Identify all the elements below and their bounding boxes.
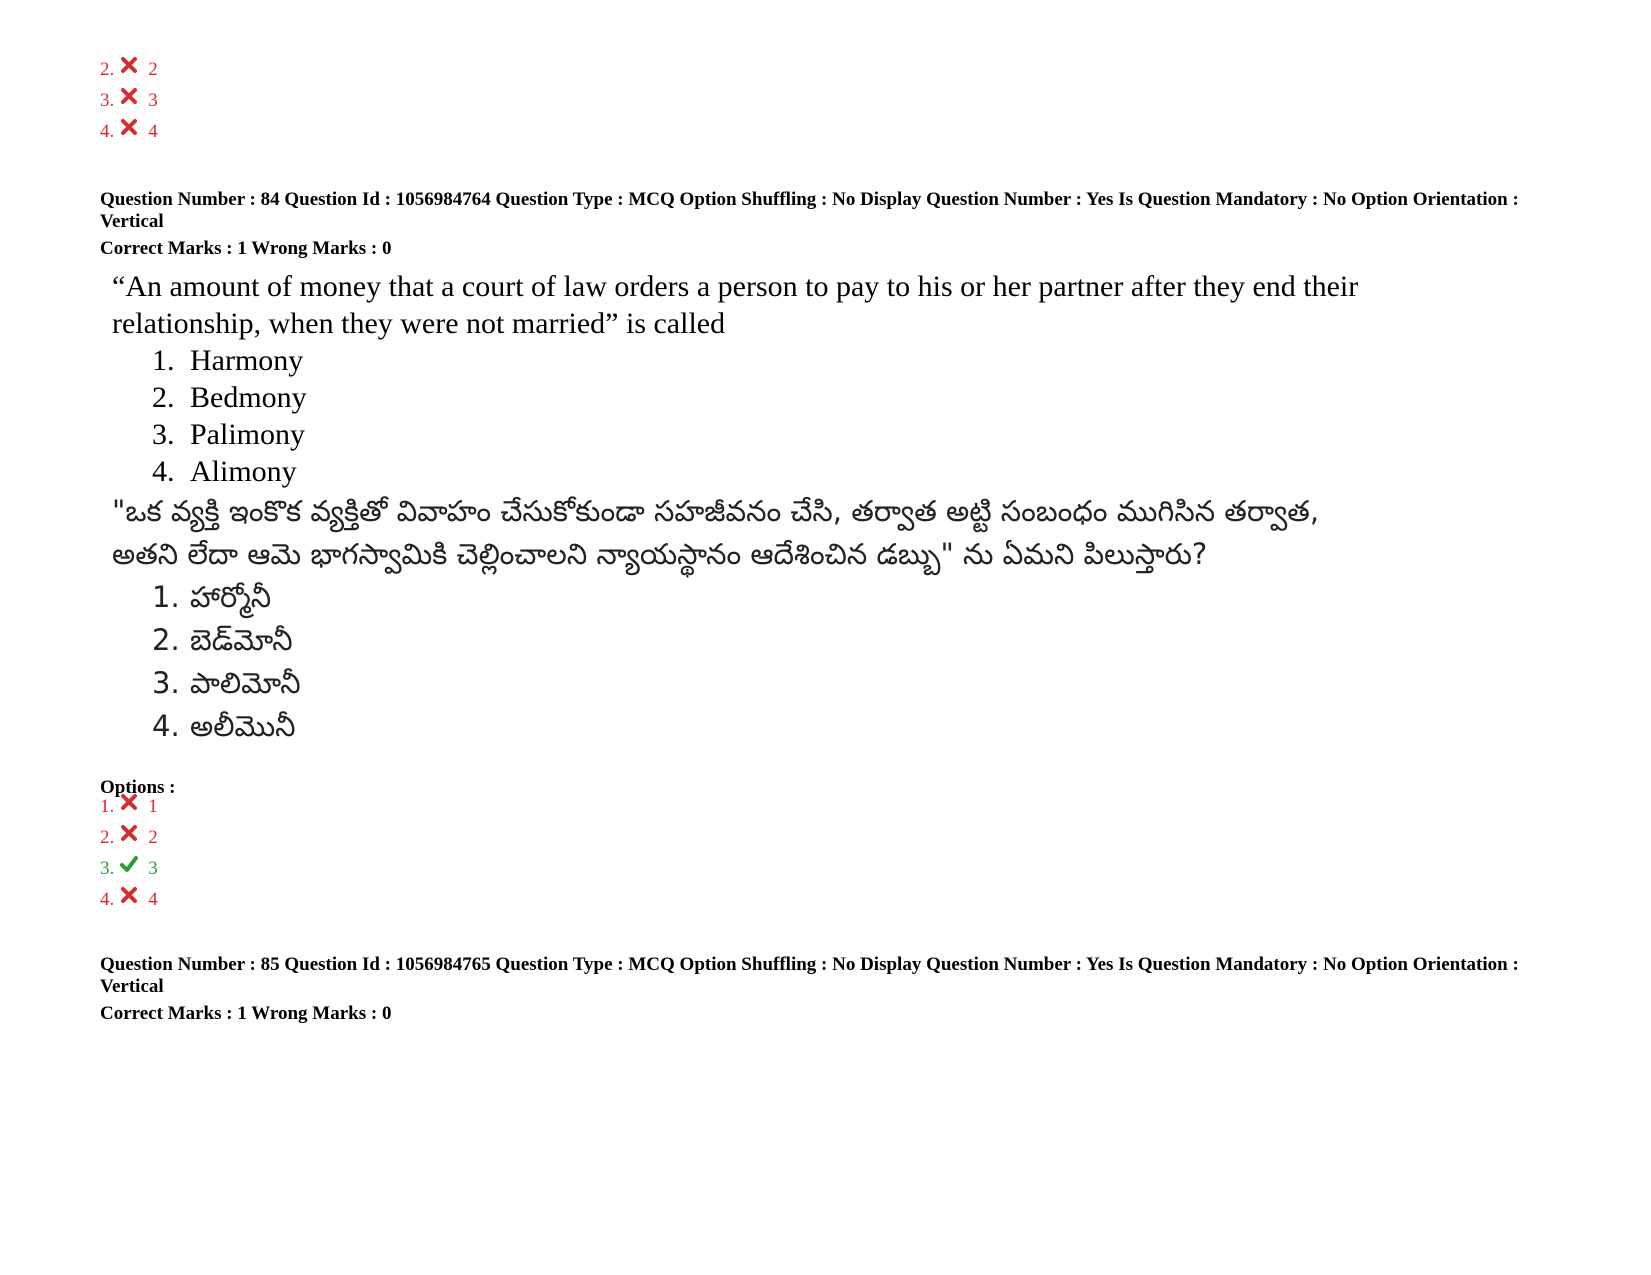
options-list	[100, 791, 158, 915]
option-label: 4	[148, 889, 158, 910]
choice-item: 3. పాలిమోనీ	[152, 666, 301, 700]
option-label: 2	[148, 827, 158, 848]
question-marks: Correct Marks : 1 Wrong Marks : 0	[100, 238, 392, 259]
option-item-correct	[100, 853, 158, 884]
choice-item: 4. అలీమొనీ	[152, 709, 296, 743]
cross-icon	[120, 824, 138, 842]
question-body	[112, 268, 1412, 748]
choices-telugu	[112, 576, 1412, 748]
choice-item: 4. Alimony	[152, 455, 297, 488]
option-item	[100, 822, 158, 853]
option-number: 3.	[100, 858, 115, 879]
option-number: 4.	[100, 121, 115, 142]
cross-icon	[120, 793, 138, 811]
cross-icon	[120, 886, 138, 904]
question-meta: Question Number : 85 Question Id : 1056984765 Question Type : MCQ Option Shuffling : No Display Question Number : Yes Is Question Mandatory : No Option Orientation : Vertical	[100, 954, 1519, 997]
question-text-telugu: "ఒక వ్యక్తి ఇంకొక వ్యక్తితో వివాహం చేసుకోకుండా సహజీవనం చేసి, తర్వాత అట్టి సంబంధం ముగిసిన తర్వాత, అతని లేదా ఆమె భాగస్వామికి చెల్లించాలని న్యాయస్థానం ఆదేశించిన డబ్బు" ను ఏమని పిలుస్తారు?	[112, 494, 1320, 571]
prev-options-list	[100, 54, 158, 147]
choice-item: 2. బెడ్‌మోనీ	[152, 623, 293, 657]
option-label: 2	[148, 59, 158, 80]
question-marks: Correct Marks : 1 Wrong Marks : 0	[100, 1003, 392, 1024]
choice-item: 3. Palimony	[152, 418, 306, 451]
option-label: 3	[148, 90, 158, 111]
option-label: 1	[148, 796, 158, 817]
choice-item: 1. హార్మోనీ	[152, 580, 272, 614]
question-text-english: “An amount of money that a court of law orders a person to pay to his or her partner after they end their relationship, when they were not married” is called	[112, 270, 1359, 340]
options-heading: Options :	[100, 777, 176, 798]
option-item	[100, 884, 158, 915]
cross-icon	[120, 118, 138, 136]
option-number: 2.	[100, 827, 115, 848]
cross-icon	[120, 87, 138, 105]
option-item	[100, 791, 158, 822]
choices-english	[112, 342, 1412, 490]
cross-icon	[120, 56, 138, 74]
option-item	[100, 54, 158, 85]
option-label: 3	[148, 858, 158, 879]
option-label: 4	[148, 121, 158, 142]
option-number: 3.	[100, 90, 115, 111]
option-item	[100, 116, 158, 147]
choice-item: 2. Bedmony	[152, 381, 307, 414]
choice-item: 1. Harmony	[152, 344, 304, 377]
option-number: 2.	[100, 59, 115, 80]
option-number: 4.	[100, 889, 115, 910]
question-meta: Question Number : 84 Question Id : 1056984764 Question Type : MCQ Option Shuffling : No Display Question Number : Yes Is Question Mandatory : No Option Orientation : Vertical	[100, 189, 1519, 232]
option-item	[100, 85, 158, 116]
option-number: 1.	[100, 796, 115, 817]
check-icon	[120, 855, 138, 873]
